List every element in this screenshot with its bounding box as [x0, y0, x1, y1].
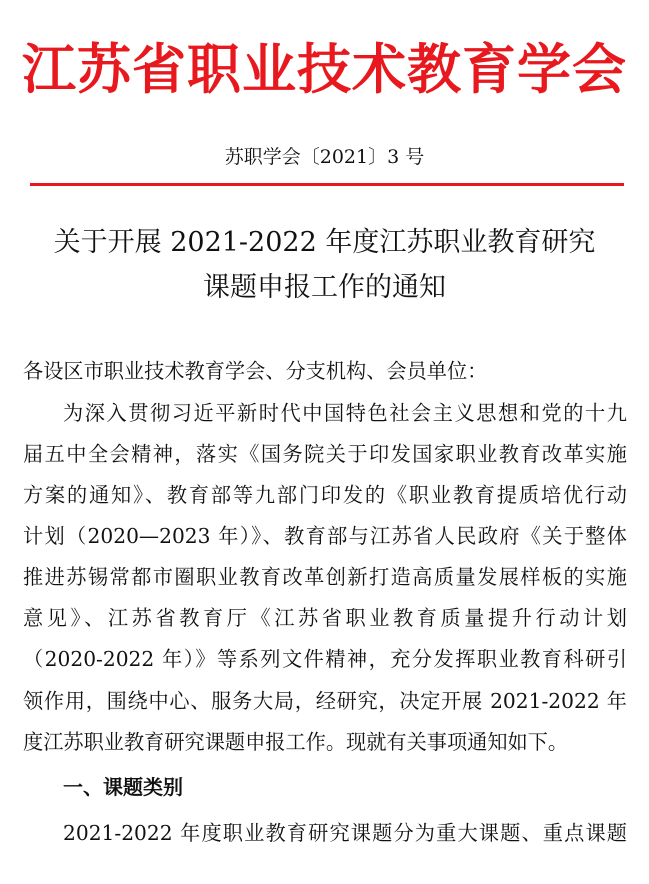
salutation: 各设区市职业技术教育学会、分支机构、会员单位：	[23, 359, 488, 383]
notice-title-line-2: 课题申报工作的通知	[203, 272, 446, 303]
paragraph-line: 领作用，围绕中心、服务大局，经研究，决定开展 2021-2022 年	[23, 689, 627, 713]
letterhead-red-divider	[30, 183, 624, 186]
paragraph-line: 计划（2020—2023 年）》、教育部与江苏省人民政府《关于整体	[23, 524, 627, 548]
paragraph-line: 为深入贯彻习近平新时代中国特色社会主义思想和党的十九	[63, 401, 627, 425]
letterhead-org-name: 江苏省职业技术教育学会	[22, 38, 627, 101]
section-heading: 一、课题类别	[63, 775, 183, 799]
paragraph-line: 度江苏职业教育研究课题申报工作。现就有关事项通知如下。	[23, 730, 569, 754]
document-number: 苏职学会〔2021〕3 号	[224, 146, 425, 168]
paragraph-line: 届五中全会精神，落实《国务院关于印发国家职业教育改革实施	[23, 442, 627, 466]
paragraph-line: 意见》、江苏省教育厅《江苏省职业教育质量提升行动计划	[23, 606, 627, 630]
paragraph-line: 2021-2022 年度职业教育研究课题分为重大课题、重点课题	[63, 821, 627, 845]
paragraph-line: 推进苏锡常都市圈职业教育改革创新打造高质量发展样板的实施	[23, 565, 627, 589]
paragraph-line: （2020-2022 年）》等系列文件精神，充分发挥职业教育科研引	[23, 647, 627, 671]
paragraph-line: 方案的通知》、教育部等九部门印发的《职业教育提质培优行动	[23, 483, 627, 507]
notice-title-line-1: 关于开展 2021-2022 年度江苏职业教育研究	[53, 227, 596, 258]
